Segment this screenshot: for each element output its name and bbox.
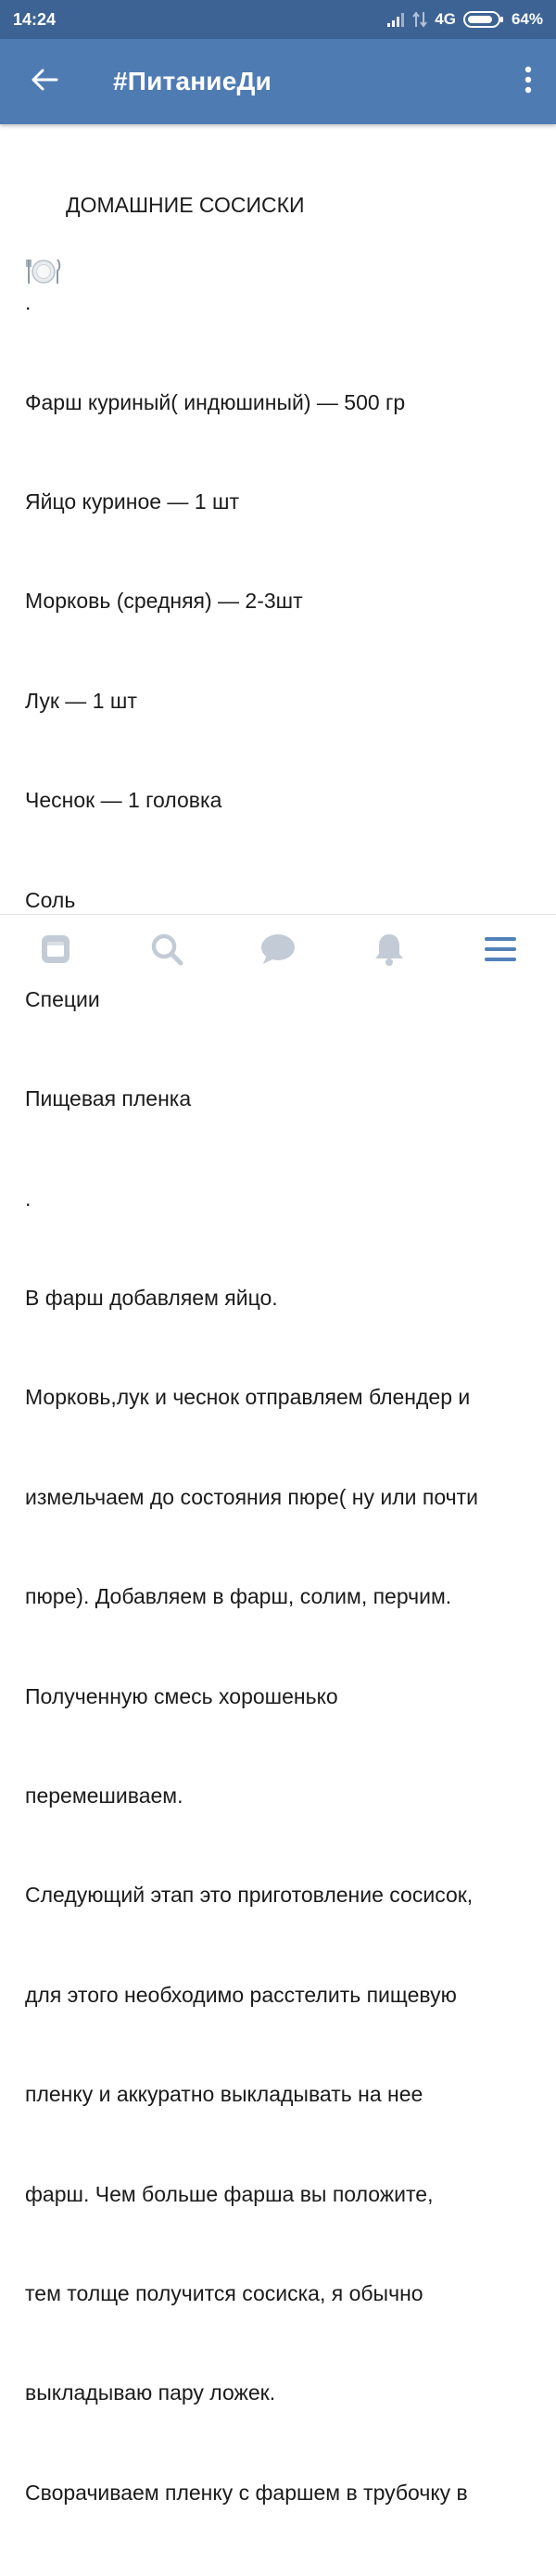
nav-news[interactable] [37, 933, 74, 970]
post-line: тем толще получится сосиска, я обычно [25, 2281, 423, 2305]
post-line: выкладываю пару ложек. [25, 2380, 276, 2405]
post-text [25, 124, 534, 2576]
post-line: Морковь (средняя) — 2-3шт [25, 589, 303, 614]
post-line: Сворачиваем пленку с фаршем в трубочку в [25, 2480, 468, 2505]
notifications-icon [373, 932, 406, 971]
post-line: Чеснок — 1 головка [25, 788, 222, 813]
messages-icon [259, 933, 297, 971]
post-line: Морковь,лук и чеснок отправляем блендер и [25, 1385, 471, 1410]
post-line: . [25, 1186, 32, 1211]
post-title: ДОМАШНИЕ СОСИСКИ [66, 192, 305, 217]
back-button[interactable] [0, 39, 89, 124]
post-line: . [25, 290, 32, 315]
nav-messages[interactable] [259, 933, 297, 970]
nav-notifications[interactable] [371, 933, 408, 970]
app-bar [0, 39, 556, 124]
status-indicators [386, 10, 543, 29]
network-type: 4G [435, 10, 456, 28]
menu-icon [483, 934, 518, 969]
battery-percent: 64% [511, 10, 543, 28]
back-arrow-icon [31, 68, 58, 96]
post-line: пленку и аккуратно выкладывать на нее [25, 2082, 423, 2107]
post-line: Яйцо куриное — 1 шт [25, 489, 239, 514]
more-options-button[interactable] [500, 39, 556, 124]
status-time: 14:24 [13, 9, 57, 29]
post-line: пюре). Добавляем в фарш, солим, перчим. [25, 1584, 452, 1609]
post-line: Фарш куриный( индюшиный) — 500 гр [25, 389, 406, 414]
post-title-line [25, 191, 534, 221]
signal-icon [386, 12, 405, 27]
post-line: Пищевая пленка [25, 1086, 192, 1111]
post-line: перемешиваем. [25, 1783, 183, 1808]
post-line: фарш. Чем больше фарша вы положите, [25, 2181, 434, 2206]
data-arrows-icon [412, 11, 427, 28]
news-icon [39, 933, 72, 971]
battery-icon [463, 10, 504, 29]
post-line: Полученную смесь хорошенько [25, 1683, 338, 1708]
status-bar [0, 0, 556, 39]
post-line: Следующий этап это приготовление сосисок, [25, 1883, 474, 1908]
plate-icon [25, 192, 62, 220]
post-line: Лук — 1 шт [25, 688, 137, 713]
post-line: для этого необходимо расстелить пищевую [25, 1982, 457, 2007]
post-line: Специи [25, 986, 100, 1011]
page-title: #ПитаниеДи [113, 67, 272, 95]
nav-search[interactable] [148, 933, 185, 970]
bottom-nav [0, 914, 556, 987]
search-icon [149, 932, 184, 971]
post-content[interactable] [0, 124, 556, 2505]
nav-menu[interactable] [482, 933, 519, 970]
post-line: Соль [25, 887, 76, 912]
more-vertical-icon [524, 66, 532, 98]
post-line: измельчаем до состояния пюре( ну или почти [25, 1484, 478, 1509]
post-line: В фарш добавляем яйцо. [25, 1286, 278, 1311]
